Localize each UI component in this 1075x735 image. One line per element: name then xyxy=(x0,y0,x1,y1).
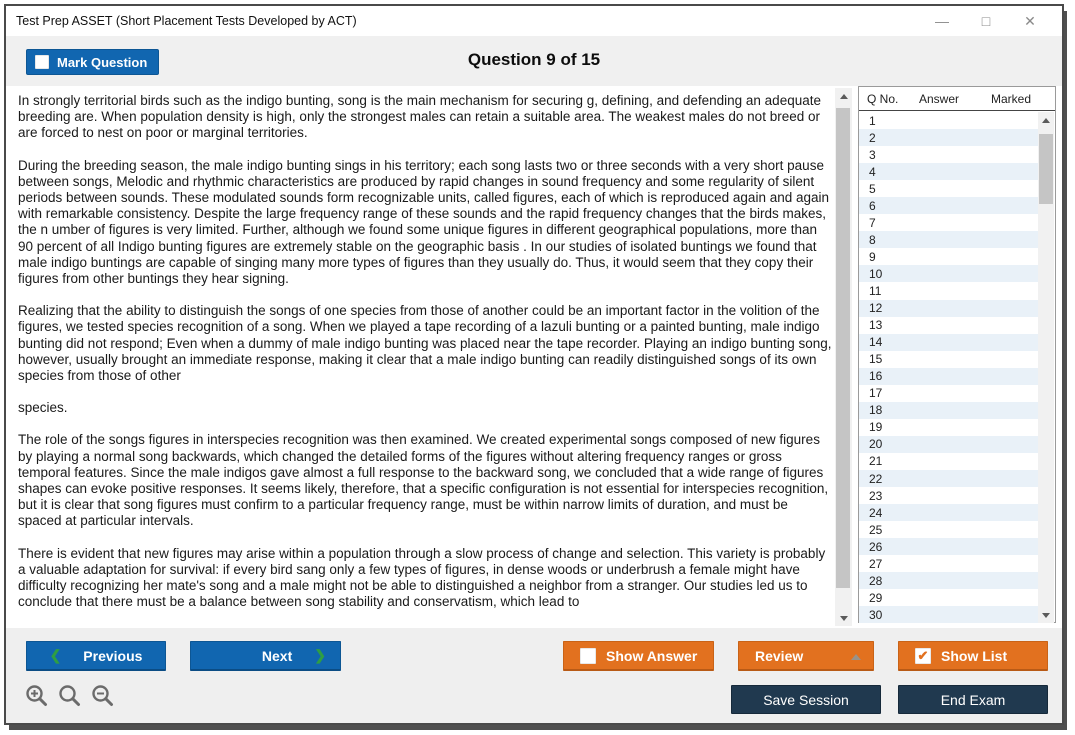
next-button[interactable] xyxy=(190,641,341,671)
end-exam-label: End Exam xyxy=(940,691,1006,708)
question-row[interactable] xyxy=(859,572,1040,589)
question-number: 6 xyxy=(869,198,876,213)
question-number: 5 xyxy=(869,181,876,196)
save-session-label: Save Session xyxy=(763,691,849,708)
question-row[interactable] xyxy=(859,231,1040,248)
question-row[interactable] xyxy=(859,282,1040,299)
zoom-reset-icon[interactable] xyxy=(57,683,83,709)
question-number: 21 xyxy=(869,454,883,469)
title-bar xyxy=(6,6,1062,36)
review-dropdown-button[interactable] xyxy=(738,641,874,671)
question-number: 3 xyxy=(869,147,876,162)
footer-bar xyxy=(6,628,1062,723)
show-answer-checkbox[interactable] xyxy=(580,648,596,664)
previous-label: Previous xyxy=(83,647,143,664)
question-number: 13 xyxy=(869,318,883,333)
question-row[interactable] xyxy=(859,300,1040,317)
question-row[interactable] xyxy=(859,163,1040,180)
question-number: 1 xyxy=(869,113,876,128)
maximize-icon[interactable]: □ xyxy=(981,13,991,29)
question-number: 19 xyxy=(869,420,883,435)
review-label: Review xyxy=(755,647,804,664)
question-number: 24 xyxy=(869,505,883,520)
scroll-down-icon[interactable] xyxy=(835,610,852,626)
question-number: 7 xyxy=(869,215,876,230)
checkmark-icon: ✔ xyxy=(917,648,929,663)
question-number: 29 xyxy=(869,590,883,605)
chevron-left-icon: ❮ xyxy=(49,647,62,663)
passage-paragraph: There is evident that new figures may arise within a population through a slow process of change and selection. This variety is probably a valuable adaptation for survival: if every bird sang only a few types of figures, in dense woods or underbrush a female might have difficulty recognizing her mate's song and a male might not be able to distinguished a neighbor from a stranger. Our studies led us to conclude that there must be a balance between song stability and conservatism, which lead to xyxy=(18,545,826,610)
app-window xyxy=(4,4,1064,725)
col-answer: Answer xyxy=(919,91,960,106)
header-bar xyxy=(6,36,1062,86)
question-number: 25 xyxy=(869,522,883,537)
question-number: 18 xyxy=(869,403,883,418)
mark-question-label: Mark Question xyxy=(57,54,148,70)
question-row[interactable] xyxy=(859,197,1040,214)
question-row[interactable] xyxy=(859,453,1040,470)
question-row[interactable] xyxy=(859,402,1040,419)
question-row[interactable] xyxy=(859,214,1040,231)
window-controls xyxy=(920,6,1052,36)
minimize-icon[interactable]: — xyxy=(935,13,949,29)
end-exam-button[interactable] xyxy=(898,685,1048,714)
question-row[interactable] xyxy=(859,470,1040,487)
passage-scrollbar[interactable] xyxy=(835,88,852,626)
question-row[interactable] xyxy=(859,248,1040,265)
question-number: 10 xyxy=(869,266,883,281)
question-number: 14 xyxy=(869,335,883,350)
scroll-up-icon[interactable] xyxy=(835,88,852,104)
save-session-button[interactable] xyxy=(731,685,881,714)
question-row[interactable] xyxy=(859,436,1040,453)
question-row[interactable] xyxy=(859,180,1040,197)
question-number: 17 xyxy=(869,386,883,401)
question-number: 22 xyxy=(869,471,883,486)
question-list-body xyxy=(859,112,1055,623)
question-number: 15 xyxy=(869,352,883,367)
question-row[interactable] xyxy=(859,487,1040,504)
col-marked: Marked xyxy=(991,91,1032,106)
scroll-up-icon[interactable] xyxy=(1038,112,1054,128)
question-row[interactable] xyxy=(859,129,1040,146)
question-number: 26 xyxy=(869,539,883,554)
passage-paragraph: The role of the songs figures in interspecies recognition was then examined. We created experimental songs composed of new figures by playing a normal song backwards, which changed the detailed forms of the figures without altering frequency ranges or gross temporal features. Since the male indigos gave almost a full response to the backward song, we concluded that a wide range of figures shapes can evoke positive responses. It seems likely, therefore, that a specific configuration is not essential for interspecies recognition, but it is clear that song figures must confirm to a particular frequency range, must be within narrow limits of duration, and must be spaced at particular intervals. xyxy=(18,432,829,529)
question-row[interactable] xyxy=(859,606,1040,623)
question-number: 16 xyxy=(869,369,883,384)
question-list-header xyxy=(859,87,1055,111)
chevron-up-icon xyxy=(851,654,861,660)
question-number: 27 xyxy=(869,556,883,571)
close-icon[interactable]: ✕ xyxy=(1024,12,1036,29)
question-row[interactable] xyxy=(859,317,1040,334)
passage-paragraph: During the breeding season, the male indigo bunting sings in his territory; each song lasts two or three seconds with a very short pause between songs, Melodic and rhythmic characteristics are produced by rapid changes in sound frequency and some regularity of silent periods between sounds. These modulated sounds form recognizable units, called figures, each of which is reproduced again and again with remarkable consistency. Despite the large frequency range of these sounds and the rapid frequency changes that the birds makes, the n umber of figures is very limited. Further, although we found some unique figures in different geographical populations, more than 90 percent of all Indigo bunting figures are extremely stable on the geographic basis . In our studies of isolated buntings we found that male indigo buntings are capable of singing many more types of figures than they usually do. Thus, it would seem that they copy their figures from other buntings they hear signing. xyxy=(18,157,830,287)
question-row[interactable] xyxy=(859,555,1040,572)
question-counter: Question 9 of 15 xyxy=(467,50,601,69)
show-answer-label: Show Answer xyxy=(606,647,698,664)
passage-paragraph: species. xyxy=(18,400,68,416)
zoom-out-icon[interactable] xyxy=(90,683,116,709)
zoom-in-icon[interactable] xyxy=(24,683,50,709)
question-number: 4 xyxy=(869,164,876,179)
question-row[interactable] xyxy=(859,385,1040,402)
question-row[interactable] xyxy=(859,538,1040,555)
passage-scroll-thumb[interactable] xyxy=(836,108,850,588)
main-content xyxy=(6,86,1062,628)
passage-paragraph: In strongly territorial birds such as the indigo bunting, song is the main mechanism for securing g, defining, and defending an adequate breeding are. When population density is high, only the strongest males can retain a suitable area. The weakest males do not breed or are forced to nest on poor or marginal territories. xyxy=(18,93,821,141)
question-number: 11 xyxy=(869,283,882,298)
question-row[interactable] xyxy=(859,521,1040,538)
scroll-down-icon[interactable] xyxy=(1038,607,1054,623)
show-answer-button[interactable] xyxy=(563,641,714,671)
passage xyxy=(18,93,834,623)
question-row[interactable] xyxy=(859,146,1040,163)
question-row[interactable] xyxy=(859,334,1040,351)
question-row[interactable] xyxy=(859,589,1040,606)
question-row[interactable] xyxy=(859,351,1040,368)
question-number: 28 xyxy=(869,573,883,588)
show-list-button[interactable] xyxy=(898,641,1048,671)
chevron-right-icon: ❯ xyxy=(314,647,326,663)
question-list xyxy=(859,112,1040,623)
list-scroll-thumb[interactable] xyxy=(1039,134,1053,204)
question-number: 2 xyxy=(869,130,876,145)
show-list-label: Show List xyxy=(941,647,1008,664)
show-list-checkbox[interactable] xyxy=(915,648,931,664)
question-row[interactable] xyxy=(859,265,1040,282)
question-row[interactable] xyxy=(859,419,1040,436)
question-list-panel xyxy=(858,86,1056,623)
previous-button[interactable] xyxy=(26,641,166,671)
question-row[interactable] xyxy=(859,112,1040,129)
question-number: 30 xyxy=(869,607,883,622)
question-number: 20 xyxy=(869,437,883,452)
passage-paragraph: Realizing that the ability to distinguish the songs of one species from those of another could be an important factor in the volition of the figures, we tested species recognition of a song. When we played a tape recording of a lazuli bunting or a painted bunting, male indigo bunting did not respond; Even when a dummy of male indigo bunting was placed near the tape recorder. Playing an indigo bunting song, however, usually brought an immediate response, making it clear that a male indigo bunting can readily distinguished songs of its own species from those of other xyxy=(18,303,832,384)
question-number: 9 xyxy=(869,249,876,264)
list-scrollbar[interactable] xyxy=(1038,112,1054,623)
window-title: Test Prep ASSET (Short Placement Tests Developed by ACT) xyxy=(16,14,357,28)
question-row[interactable] xyxy=(859,504,1040,521)
question-number: 23 xyxy=(869,488,883,503)
zoom-toolbar xyxy=(24,683,116,709)
col-qno: Q No. xyxy=(867,91,899,106)
question-row[interactable] xyxy=(859,368,1040,385)
question-number: 8 xyxy=(869,232,876,247)
question-number: 12 xyxy=(869,301,883,316)
next-label: Next xyxy=(261,647,293,664)
